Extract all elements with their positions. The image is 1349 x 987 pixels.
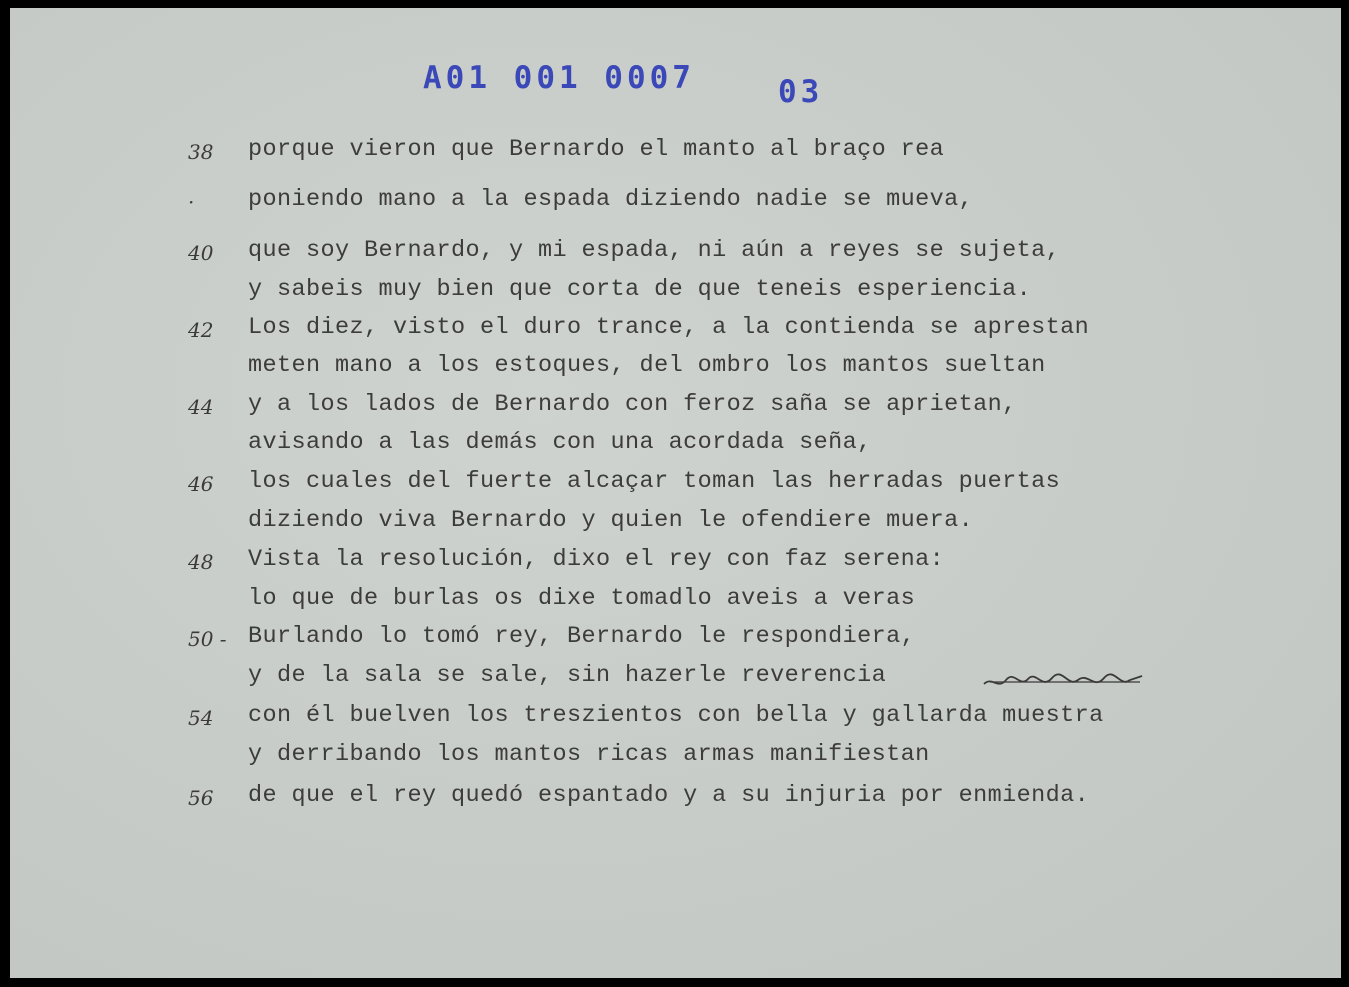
line-number: 44	[188, 395, 214, 419]
line-number: 38	[188, 140, 214, 164]
line-number: 50 -	[188, 627, 227, 651]
verse-text: meten mano a los estoques, del ombro los mantos sueltan	[248, 352, 1046, 379]
verse-line	[10, 186, 1341, 218]
verse-line	[10, 741, 1341, 773]
verse-line	[10, 623, 1341, 655]
verse-line	[10, 136, 1341, 168]
verse-text: que soy Bernardo, y mi espada, ni aún a reyes se sujeta,	[248, 237, 1061, 264]
verse-text: Los diez, visto el duro trance, a la contienda se aprestan	[248, 314, 1090, 341]
verse-line	[10, 352, 1341, 384]
handwritten-strikeout-mark	[980, 670, 1150, 694]
verse-text: y de la sala se sale, sin hazerle reverencia	[248, 662, 887, 689]
verse-text: los cuales del fuerte alcaçar toman las herradas puertas	[248, 468, 1061, 495]
line-number: 46	[188, 472, 214, 496]
verse-text: y derribando los mantos ricas armas manifiestan	[248, 741, 930, 768]
verse-text: y sabeis muy bien que corta de que teneis esperiencia.	[248, 276, 1032, 303]
line-number: 56	[188, 786, 214, 810]
verse-text: porque vieron que Bernardo el manto al braço rea	[248, 136, 945, 163]
verse-text: de que el rey quedó espantado y a su injuria por enmienda.	[248, 782, 1090, 809]
verse-text: y a los lados de Bernardo con feroz saña se aprietan,	[248, 391, 1017, 418]
line-number: 40	[188, 241, 214, 265]
verse-text: diziendo viva Bernardo y quien le ofendiere muera.	[248, 507, 974, 534]
verse-text: lo que de burlas os dixe tomadlo aveis a veras	[248, 585, 916, 612]
line-number: 42	[188, 318, 214, 342]
verse-text: Vista la resolución, dixo el rey con faz serena:	[248, 546, 945, 573]
verse-line	[10, 468, 1341, 500]
document-page	[10, 8, 1341, 978]
verse-text: avisando a las demás con una acordada seña,	[248, 429, 872, 456]
verse-line	[10, 702, 1341, 734]
verse-line	[10, 507, 1341, 539]
verse-line	[10, 546, 1341, 578]
verse-text: poniendo mano a la espada diziendo nadie se mueva,	[248, 186, 974, 213]
verse-text: con él buelven los treszientos con bella y gallarda muestra	[248, 702, 1104, 729]
line-number: 54	[188, 706, 214, 730]
archive-stamp-code: A01 001 0007	[423, 60, 695, 96]
verse-line	[10, 429, 1341, 461]
verse-line	[10, 391, 1341, 423]
line-number: ·	[188, 190, 195, 214]
verse-line	[10, 314, 1341, 346]
archive-stamp-suffix: 03	[778, 74, 824, 110]
line-number: 48	[188, 550, 214, 574]
verse-line	[10, 237, 1341, 269]
verse-line	[10, 782, 1341, 814]
verse-text: Burlando lo tomó rey, Bernardo le respondiera,	[248, 623, 916, 650]
verse-line	[10, 276, 1341, 308]
verse-line	[10, 585, 1341, 617]
